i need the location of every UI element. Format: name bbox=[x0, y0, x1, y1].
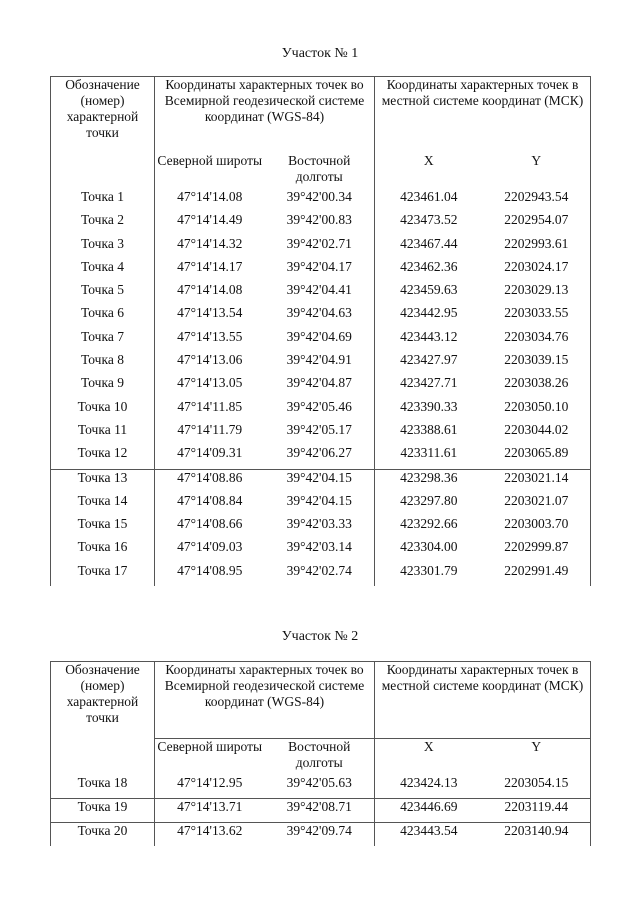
y-coordinate-cell: 2203024.17 bbox=[483, 259, 591, 282]
point-name-cell: Точка 19 bbox=[51, 798, 155, 822]
x-coordinate-cell: 423442.95 bbox=[400, 305, 458, 321]
latitude-cell: 47°14'11.85 bbox=[177, 398, 243, 414]
latitude-cell: 47°14'08.84 bbox=[177, 492, 243, 508]
header-lat: Северной широты bbox=[157, 153, 263, 168]
latitude-cell: 47°14'13.62 bbox=[155, 823, 265, 847]
table-row bbox=[51, 399, 591, 422]
x-coordinate-cell: 423467.44 bbox=[400, 235, 458, 251]
latitude-cell: 47°14'14.08 bbox=[177, 189, 243, 204]
table-row bbox=[51, 775, 591, 799]
longitude-cell: 39°42'08.71 bbox=[265, 798, 375, 822]
y-coordinate-cell: 2203029.13 bbox=[483, 282, 591, 305]
x-coordinate-cell: 423301.79 bbox=[400, 562, 458, 578]
point-name-cell: Точка 10 bbox=[51, 399, 155, 422]
y-coordinate-cell: 2203034.76 bbox=[483, 329, 591, 352]
header-designation-spacer bbox=[51, 738, 155, 775]
header-lat: Северной широты bbox=[155, 738, 265, 775]
longitude-cell: 39°42'04.15 bbox=[265, 493, 375, 516]
point-name-cell: Точка 15 bbox=[51, 516, 155, 539]
x-coordinate-cell: 423427.97 bbox=[400, 352, 458, 368]
table-row bbox=[51, 189, 591, 212]
longitude-cell: 39°42'02.74 bbox=[265, 563, 375, 586]
latitude-cell: 47°14'13.54 bbox=[177, 305, 243, 321]
latitude-cell: 47°14'13.71 bbox=[155, 798, 265, 822]
longitude-cell: 39°42'04.87 bbox=[265, 375, 375, 398]
point-name-cell: Точка 7 bbox=[51, 329, 155, 352]
table-1-body bbox=[51, 189, 591, 586]
longitude-cell: 39°42'03.14 bbox=[265, 539, 375, 562]
longitude-cell: 39°42'04.91 bbox=[265, 352, 375, 375]
longitude-cell: 39°42'02.71 bbox=[265, 236, 375, 259]
x-coordinate-cell: 423298.36 bbox=[375, 469, 483, 493]
table-row bbox=[51, 422, 591, 445]
latitude-cell: 47°14'09.03 bbox=[177, 539, 243, 555]
y-coordinate-cell: 2202999.87 bbox=[483, 539, 591, 562]
x-coordinate-cell: 423446.69 bbox=[375, 798, 483, 822]
longitude-cell: 39°42'06.27 bbox=[265, 445, 375, 469]
point-name-cell: Точка 1 bbox=[51, 189, 155, 212]
x-coordinate-cell: 423388.61 bbox=[400, 421, 458, 437]
point-name-cell: Точка 5 bbox=[51, 282, 155, 305]
x-coordinate-cell: 423311.61 bbox=[400, 445, 458, 461]
latitude-cell: 47°14'09.31 bbox=[177, 445, 243, 461]
header-designation: Обозначение (номер) характерной точки bbox=[51, 662, 155, 739]
y-coordinate-cell: 2203050.10 bbox=[483, 399, 591, 422]
x-coordinate-cell: 423427.71 bbox=[400, 375, 458, 391]
y-coordinate-cell: 2203054.15 bbox=[483, 775, 591, 799]
x-coordinate-cell: 423459.63 bbox=[400, 282, 458, 298]
latitude-cell: 47°14'14.17 bbox=[177, 258, 243, 274]
longitude-cell: 39°42'05.46 bbox=[265, 399, 375, 422]
section-2-title: Участок № 2 bbox=[281, 629, 359, 644]
longitude-cell: 39°42'09.74 bbox=[265, 823, 375, 847]
y-coordinate-cell: 2203003.70 bbox=[483, 516, 591, 539]
header-msk: Координаты характерных точек в местной системе координат (МСК) bbox=[375, 77, 591, 154]
x-coordinate-cell: 423443.54 bbox=[375, 823, 483, 847]
table-row bbox=[51, 563, 591, 586]
y-coordinate-cell: 2203065.89 bbox=[483, 445, 591, 469]
header-x: X bbox=[423, 153, 434, 168]
header-designation: Обозначение (номер) характерной точки bbox=[51, 77, 155, 154]
table-row bbox=[51, 259, 591, 282]
y-coordinate-cell: 2202954.07 bbox=[483, 212, 591, 235]
longitude-cell: 39°42'04.63 bbox=[265, 305, 375, 328]
x-coordinate-cell: 423462.36 bbox=[400, 258, 458, 274]
header-x: X bbox=[375, 738, 483, 775]
point-name-cell: Точка 20 bbox=[51, 823, 155, 847]
table-row bbox=[51, 539, 591, 562]
x-coordinate-cell: 423297.80 bbox=[400, 492, 458, 508]
point-name-cell: Точка 11 bbox=[51, 422, 155, 445]
table-row bbox=[51, 798, 591, 822]
point-name-cell: Точка 8 bbox=[51, 352, 155, 375]
header-lon: Восточной долготы bbox=[265, 153, 375, 189]
longitude-cell: 39°42'04.17 bbox=[265, 259, 375, 282]
latitude-cell: 47°14'13.05 bbox=[177, 375, 243, 391]
x-coordinate-cell: 423292.66 bbox=[400, 516, 458, 532]
point-name-cell: Точка 16 bbox=[51, 539, 155, 562]
point-name-cell: Точка 14 bbox=[51, 493, 155, 516]
latitude-cell: 47°14'11.79 bbox=[177, 421, 243, 437]
x-coordinate-cell: 423461.04 bbox=[400, 189, 458, 204]
table-row bbox=[51, 375, 591, 398]
table-row bbox=[51, 516, 591, 539]
latitude-cell: 47°14'13.55 bbox=[177, 328, 243, 344]
longitude-cell: 39°42'05.63 bbox=[265, 775, 375, 799]
longitude-cell: 39°42'04.41 bbox=[265, 282, 375, 305]
table-row bbox=[51, 212, 591, 235]
y-coordinate-cell: 2203021.07 bbox=[483, 493, 591, 516]
table-row bbox=[51, 236, 591, 259]
header-designation-spacer bbox=[51, 153, 155, 189]
point-name-cell: Точка 3 bbox=[51, 236, 155, 259]
x-coordinate-cell: 423424.13 bbox=[400, 774, 458, 790]
y-coordinate-cell: 2202943.54 bbox=[483, 189, 591, 212]
header-y: Y bbox=[483, 153, 591, 189]
header-wgs: Координаты характерных точек во Всемирной геодезической системе координат (WGS-84) bbox=[155, 77, 375, 154]
header-y: Y bbox=[483, 738, 591, 775]
point-name-cell: Точка 2 bbox=[51, 212, 155, 235]
table-2-body bbox=[51, 775, 591, 847]
longitude-cell: 39°42'00.83 bbox=[265, 212, 375, 235]
section-1-title: Участок № 1 bbox=[281, 46, 359, 61]
header-lon: Восточной долготы bbox=[265, 738, 375, 775]
longitude-cell: 39°42'04.69 bbox=[265, 329, 375, 352]
y-coordinate-cell: 2202993.61 bbox=[483, 236, 591, 259]
point-name-cell: Точка 4 bbox=[51, 259, 155, 282]
latitude-cell: 47°14'14.49 bbox=[177, 212, 243, 228]
coordinates-table-1 bbox=[50, 76, 591, 586]
longitude-cell: 39°42'00.34 bbox=[265, 189, 375, 212]
latitude-cell: 47°14'08.86 bbox=[155, 469, 265, 493]
header-msk: Координаты характерных точек в местной системе координат (МСК) bbox=[375, 662, 591, 739]
y-coordinate-cell: 2203039.15 bbox=[483, 352, 591, 375]
x-coordinate-cell: 423304.00 bbox=[400, 539, 458, 555]
latitude-cell: 47°14'12.95 bbox=[177, 774, 243, 790]
latitude-cell: 47°14'14.32 bbox=[177, 235, 243, 251]
y-coordinate-cell: 2203021.14 bbox=[483, 469, 591, 493]
header-wgs: Координаты характерных точек во Всемирной геодезической системе координат (WGS-84) bbox=[155, 662, 375, 739]
x-coordinate-cell: 423390.33 bbox=[400, 398, 458, 414]
table-row bbox=[51, 445, 591, 469]
y-coordinate-cell: 2203038.26 bbox=[483, 375, 591, 398]
longitude-cell: 39°42'03.33 bbox=[265, 516, 375, 539]
table-row bbox=[51, 329, 591, 352]
table-row bbox=[51, 282, 591, 305]
latitude-cell: 47°14'08.95 bbox=[177, 562, 243, 578]
point-name-cell: Точка 13 bbox=[51, 469, 155, 493]
y-coordinate-cell: 2203044.02 bbox=[483, 422, 591, 445]
latitude-cell: 47°14'14.08 bbox=[177, 282, 243, 298]
table-row bbox=[51, 352, 591, 375]
table-row bbox=[51, 305, 591, 328]
point-name-cell: Точка 9 bbox=[51, 375, 155, 398]
y-coordinate-cell: 2203140.94 bbox=[483, 823, 591, 847]
y-coordinate-cell: 2203033.55 bbox=[483, 305, 591, 328]
y-coordinate-cell: 2203119.44 bbox=[483, 798, 591, 822]
longitude-cell: 39°42'04.15 bbox=[265, 469, 375, 493]
latitude-cell: 47°14'13.06 bbox=[177, 352, 243, 368]
point-name-cell: Точка 6 bbox=[51, 305, 155, 328]
longitude-cell: 39°42'05.17 bbox=[265, 422, 375, 445]
x-coordinate-cell: 423473.52 bbox=[400, 212, 458, 228]
point-name-cell: Точка 17 bbox=[51, 563, 155, 586]
x-coordinate-cell: 423443.12 bbox=[400, 328, 458, 344]
table-row bbox=[51, 469, 591, 493]
coordinates-table-2 bbox=[50, 661, 591, 846]
point-name-cell: Точка 12 bbox=[51, 445, 155, 469]
y-coordinate-cell: 2202991.49 bbox=[483, 563, 591, 586]
table-row bbox=[51, 823, 591, 847]
point-name-cell: Точка 18 bbox=[51, 775, 155, 799]
latitude-cell: 47°14'08.66 bbox=[177, 516, 243, 532]
table-row bbox=[51, 493, 591, 516]
